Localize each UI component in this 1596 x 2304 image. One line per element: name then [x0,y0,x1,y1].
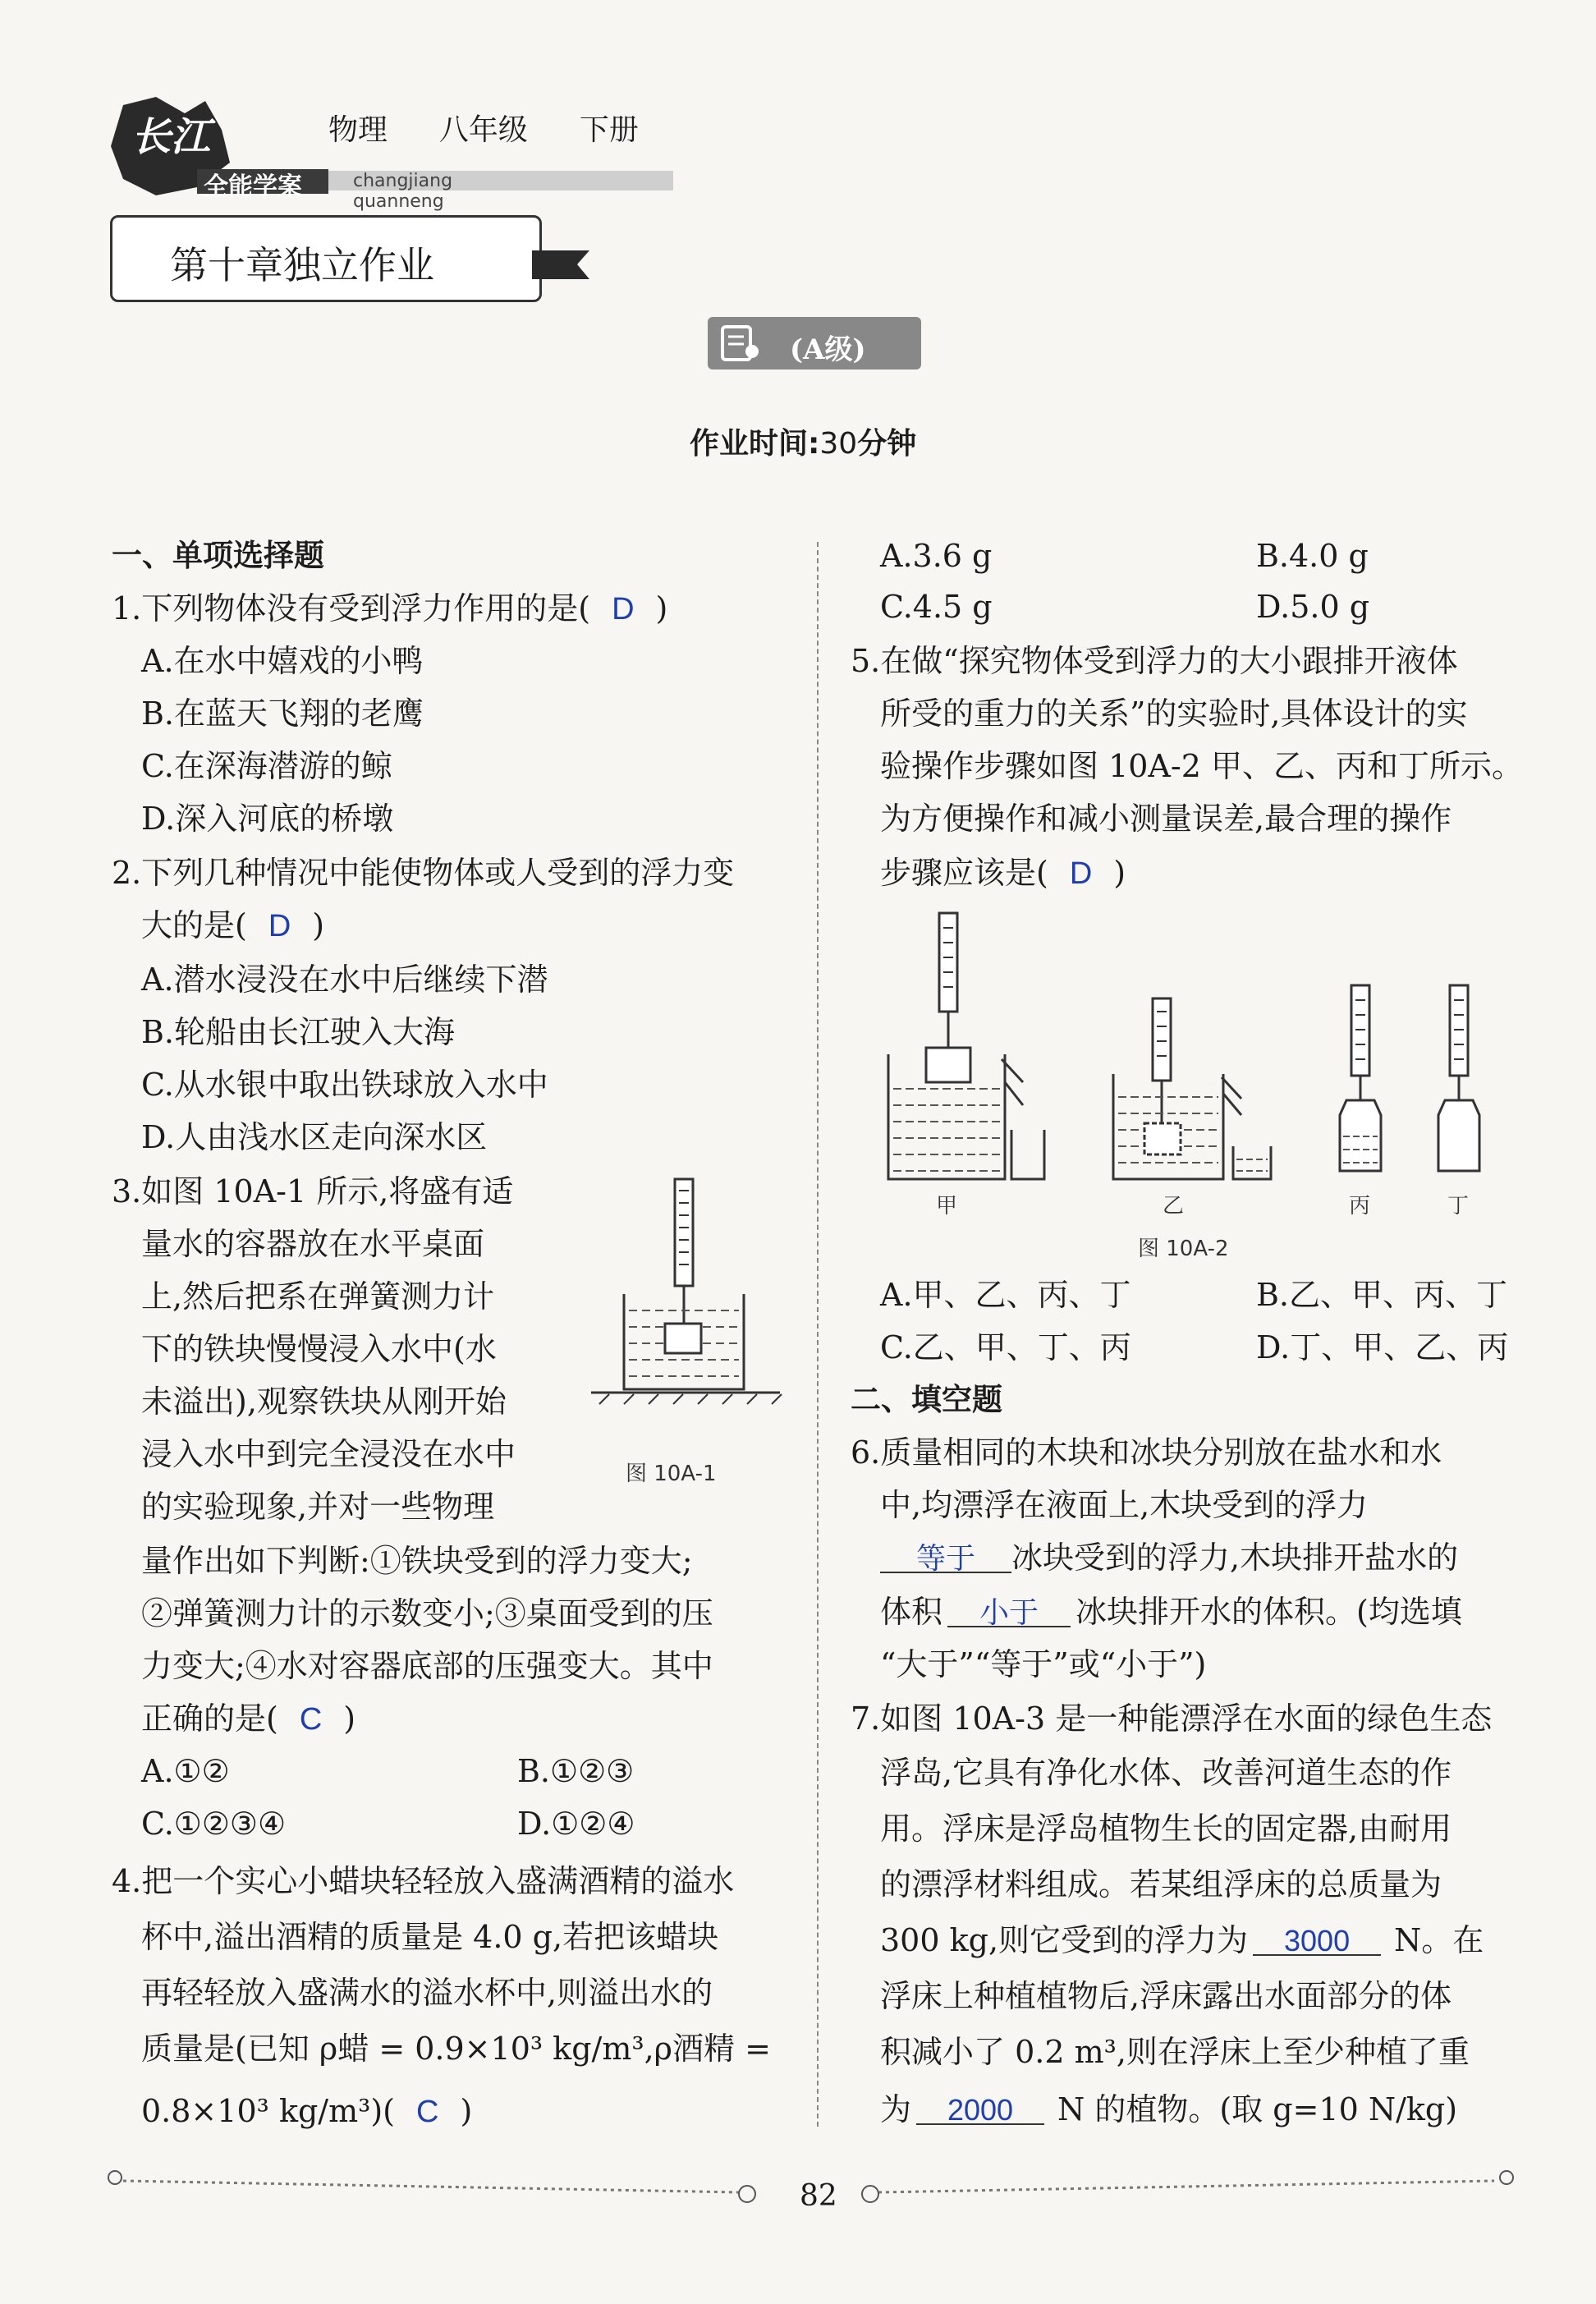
q5-option-d: D.丁、甲、乙、丙 [1256,1329,1509,1365]
q7-line1: 7.如图 10A-3 是一种能漂浮在水面的绿色生态 [851,1700,1493,1737]
q7-line6: 浮床上种植植物后,浮床露出水面部分的体 [880,1978,1452,2014]
q3-line10: 力变大;④水对容器底部的压强变大。其中 [141,1648,713,1684]
q3-line2: 量水的容器放在水平桌面 [141,1226,485,1262]
q5-answer: D [1069,856,1093,891]
q6-line2: 中,均漂浮在液面上,木块受到的浮力 [880,1487,1369,1523]
level-label: (A级) [790,333,866,366]
q6-blank-1[interactable]: 等于 [880,1539,1011,1573]
page-number: 82 [800,2179,837,2213]
q1-stem: 1.下列物体没有受到浮力作用的是( D ) [112,590,668,626]
q5-line3: 验操作步骤如图 10A-2 甲、乙、丙和丁所示。 [880,748,1523,784]
q3-line9: ②弹簧测力计的示数变小;③桌面受到的压 [141,1595,713,1632]
subject: 物理 [328,113,388,147]
q4-line4: 质量是(已知 ρ蜡 = 0.9×10³ kg/m³,ρ酒精 = [141,2031,771,2067]
q6-line5: “大于”“等于”或“小于”) [880,1646,1207,1682]
step-yi [1113,998,1271,1179]
level-badge [708,317,921,369]
iron-block-icon [665,1324,701,1353]
q1-option-a: A.在水中嬉戏的小鸭 [141,643,424,679]
q5-option-c: C.乙、甲、丁、丙 [880,1329,1131,1365]
q2-line1: 2.下列几种情况中能使物体或人受到的浮力变 [112,855,735,891]
q1-option-b: B.在蓝天飞翔的老鹰 [141,695,424,732]
q6-blank-2[interactable]: 小于 [947,1593,1071,1627]
q6-line1: 6.质量相同的木块和冰块分别放在盐水和水 [851,1434,1442,1471]
q3-option-d: D.①②④ [517,1806,635,1842]
q3-option-b: B.①②③ [517,1753,635,1789]
column-divider [817,542,819,2127]
q7-line2: 浮岛,它具有净化水体、改善河道生态的作 [880,1755,1452,1791]
volume: 下册 [579,113,639,147]
header-subject-line [328,107,639,149]
q6-line4: 体积 小于 冰块排开水的体积。(均选填 [880,1594,1462,1630]
q3-line4: 下的铁块慢慢浸入水中(水 [141,1331,497,1367]
time-label: 作业时间: [690,427,820,461]
q7-line4: 的漂浮材料组成。若某组浮床的总质量为 [880,1866,1442,1902]
q2-line2: 大的是( D ) [141,907,325,943]
q6-line3: 等于 冰块受到的浮力,木块排开盐水的 [880,1539,1458,1577]
q7-line3: 用。浮床是浮岛植物生长的固定器,由耐用 [880,1811,1452,1847]
q3-answer: C [299,1702,323,1737]
q7-line8: 为 2000 N 的植物。(取 g=10 N/kg) [880,2091,1458,2127]
q4-option-d: D.5.0 g [1256,589,1370,625]
figure-10a-1 [583,1166,788,1429]
q2-answer: D [268,909,291,943]
q3-line7: 的实验现象,并对一些物理 [141,1489,495,1525]
q2-option-b: B.轮船由长江驶入大海 [141,1014,456,1050]
q4-line2: 杯中,溢出酒精的质量是 4.0 g,若把该蜡块 [141,1919,719,1955]
q1-option-c: C.在深海潜游的鲸 [141,748,392,784]
time-value: 30 [819,427,858,461]
q5-option-a: A.甲、乙、丙、丁 [880,1277,1131,1313]
q4-option-b: B.4.0 g [1256,538,1369,574]
fig-label-yi: 乙 [1163,1194,1185,1219]
q2-option-c: C.从水银中取出铁球放入水中 [141,1067,548,1103]
q5-line1: 5.在做“探究物体受到浮力的大小跟排开液体 [851,643,1458,679]
time-unit: 分钟 [857,427,917,461]
q5-last: 步骤应该是( D ) [880,855,1126,891]
q4-option-c: C.4.5 g [880,589,993,625]
q7-blank-1[interactable]: 3000 [1253,1921,1381,1956]
q4-line3: 再轻轻放入盛满水的溢水杯中,则溢出水的 [141,1975,713,2011]
logo-text-changjiang: 长江 [131,114,211,160]
fig-10a-2-caption: 图 10A-2 [1138,1237,1229,1261]
chapter-title-box [110,215,542,302]
q4-answer: C [416,2095,439,2129]
ribbon-tail-icon [532,246,589,287]
logo-text-quanneng: 全能学案 [204,172,302,201]
q5-line2: 所受的重力的关系”的实验时,具体设计的实 [880,695,1468,732]
section1-title: 一、单项选择题 [112,538,324,573]
q1-option-d: D.深入河底的桥墩 [141,801,394,837]
grade: 八年级 [438,113,528,147]
q3-option-c: C.①②③④ [141,1806,287,1842]
fig-label-bing: 丙 [1349,1194,1371,1219]
step-jia [888,913,1044,1179]
q7-line7: 积减小了 0.2 m³,则在浮床上至少种植了重 [880,2034,1470,2070]
logo-pinyin: changjiang quanneng [353,171,453,212]
q4-line5: 0.8×10³ kg/m³)( C ) [141,2093,473,2129]
q4-option-a: A.3.6 g [880,538,993,574]
section2-title: 二、填空题 [851,1382,1002,1417]
fig-10a-1-caption: 图 10A-1 [626,1462,717,1486]
step-ding [1438,985,1479,1171]
q3-line1: 3.如图 10A-1 所示,将盛有适 [112,1173,514,1209]
q3-option-a: A.①② [141,1753,230,1789]
fig-label-ding: 丁 [1447,1194,1470,1219]
q7-line5: 300 kg,则它受到的浮力为 3000 N。在 [880,1922,1484,1958]
q7-blank-2[interactable]: 2000 [916,2091,1044,2125]
chapter-title: 第十章独立作业 [170,243,434,287]
q3-line5: 未溢出),观察铁块从刚开始 [141,1384,507,1420]
q4-line1: 4.把一个实心小蜡块轻轻放入盛满酒精的溢水 [112,1863,735,1899]
q3-line8: 量作出如下判断:①铁块受到的浮力变大; [141,1543,693,1579]
clipboard-icon [718,324,764,363]
q3-line6: 浸入水中到完全浸没在水中 [141,1436,516,1472]
step-bing [1340,985,1381,1171]
q2-option-d: D.人由浅水区走向深水区 [141,1119,488,1155]
homework-time [690,420,916,462]
q3-last: 正确的是( C ) [141,1700,356,1737]
q2-option-a: A.潜水浸没在水中后继续下潜 [141,962,548,998]
q1-answer: D [612,592,635,626]
q5-line4: 为方便操作和减小测量误差,最合理的操作 [880,801,1452,837]
q3-line3: 上,然后把系在弹簧测力计 [141,1278,495,1315]
fig-label-jia: 甲 [936,1194,958,1219]
q5-option-b: B.乙、甲、丙、丁 [1256,1277,1508,1313]
spring-scale-icon [675,1179,693,1286]
